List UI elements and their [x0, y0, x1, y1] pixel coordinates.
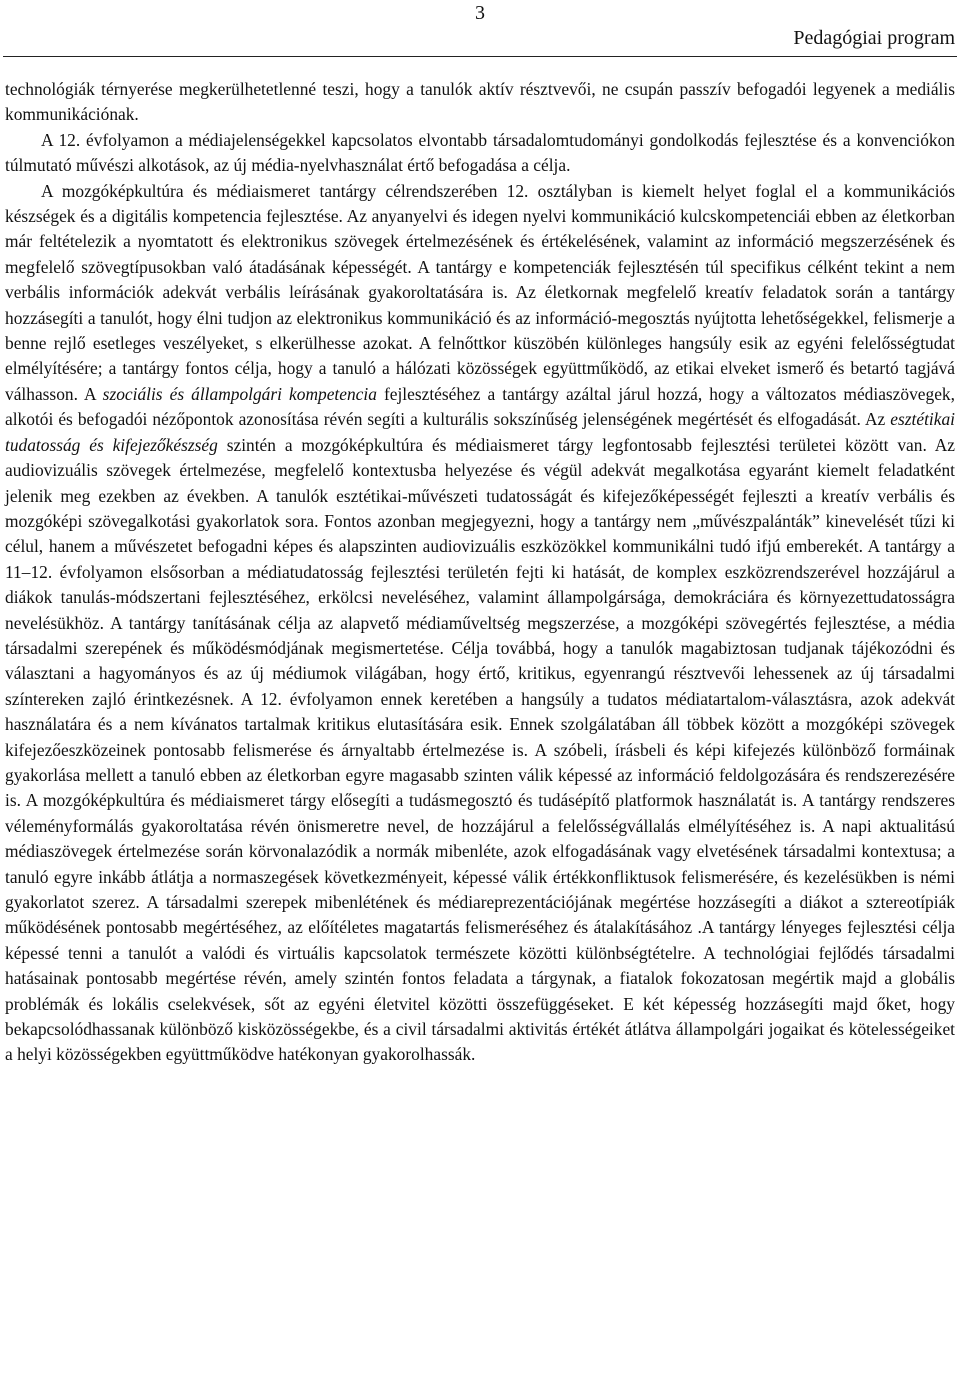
- paragraph-3: [5, 179, 955, 1068]
- page-number: 3: [475, 2, 485, 24]
- document-body: [5, 77, 955, 1068]
- emphasis-aesthetic-awareness: esztétikai tudatosság és kifejezőkészség: [5, 409, 955, 455]
- paragraph-3-text-a: A mozgóképkultúra és médiaismeret tantárgy célrendszerében 12. osztályban is kiemelt helyet foglal el a kommunikációs készségek és a digitális kompetencia fejlesztése. Az anyanyelvi és idegen nyelvi kommunikáció kulcskompetenciái ebben az életkorban már feltételezik a nyomtatott és elektronikus szövegek értelmezésének és értékelésének, valamint az információ megszerzésének és megfelelő szövegtípusokban való átadásának képességét. A tantárgy e kompetenciák fejlesztésén túl specifikus célként tekint a nem verbális információk adekvát verbális leírásának gyakoroltatására is. Az életkornak megfelelő kreatív feladatok során a tantárgy hozzásegíti a tanulót, hogy élni tudjon az elektronikus kommunikáció és az információ-megosztás nyújtotta lehetőségekkel, felismerje a benne rejlő esetleges veszélyeket, s elkerülhesse azokat. A felnőttkor küszöbén különleges hangsúly esik az egyéni felelősségtudat elmélyítésére; a tantárgy fontos célja, hogy a tanuló a hálózati közösségek együttműködő, az etikai elveket ismerő és betartó tagjává válhasson. A: [5, 180, 955, 404]
- paragraph-2: A 12. évfolyamon a médiajelenségekkel kapcsolatos elvontabb társadalomtudományi gondolkodás fejlesztése és a konvenciókon túlmutató művészi alkotások, az új média-nyelvhasználat értő befogadása a célja.: [5, 129, 955, 176]
- paragraph-3-text-c: szintén a mozgóképkultúra és médiaismeret tárgy legfontosabb fejlesztési területei között van. Az audiovizuális szövegek értelmezése, megfelelő kontextusba helyezése és végül adekvát megalkotása egyaránt kiemelt feladatként jelenik meg ezekben az években. A tanulók esztétikai-művészeti tudatosságát és kifejezőképességét fejleszti a kreatív verbális és mozgóképi szövegalkotási gyakorlatok sora. Fontos azonban megjegyezni, hogy a tantárgy nem „művészpalántákˮ kinevelését tűzi ki célul, hanem a művészetet befogadni képes és alapszinten audiovizuális eszközökkel kommunikálni tudó ifjú emberekét. A tantárgy a 11–12. évfolyamon elsősorban a médiatudatosság fejlesztési területén fejti ki hatását, de komplex eszközrendszerével hozzájárul a diákok tanulás-módszertani fejlesztéséhez, erkölcsi neveléséhez, valamint állampolgársága, demokráciára és környezettudatosságra nevelésükhöz. A tantárgy tanításának célja az alapvető médiaműveltség megszerzése, a mozgóképi szövegértés fejlesztése, a média társadalmi szerepének és működésmódjának megismertetése. Célja továbbá, hogy a tanulók magabiztosan tudjanak tájékozódni és választani a hagyományos és az új médiumok világában, hogy értő, kritikus, egyenrangú résztvevői lehessenek az új társadalmi színtereken zajló érintkezésnek. A 12. évfolyamon ennek keretében a hangsúly a tudatos médiatartalom-választásra, azok adekvát használatára és a nem kívánatos tartalmak kritikus elutasítására esik. Ennek szolgálatában áll többek között a mozgóképi szövegek kifejezőeszközeinek pontosabb felismerése és árnyaltabb értelmezése is. A szóbeli, írásbeli és képi kifejezés különböző formáinak gyakorlása mellett a tanuló ebben az életkorban egyre magasabb szinten válik képessé az információ feldolgozására és rendszerezésére is. A mozgóképkultúra és médiaismeret tárgy elősegíti a tudásmegosztó és tudásépítő platformok használatát is. A tantárgy rendszeres véleményformálás gyakoroltatása révén önismeretre nevel, de hozzájárul a felelősségvállalás elmélyítéséhez is. A napi aktualitású médiaszövegek értelmezése során körvonalazódik a normák mibenléte, azok elfogadásának vagy elvetésének társadalmi kontextusa; a tanuló egyre inkább átlátja a normaszegések következményeit, képessé válik értékkonfliktusok felismerésére, és kezelésükben is némi gyakorlatot szerez. A társadalmi szerepek mibenlétének és médiareprezentációjának megértése hozzásegíti a diákot a sztereotípiák működésének pontosabb megértéséhez, az előítéletes magatartás felismeréséhez és átalakításához .A tantárgy lényeges fejlesztési célja képessé tenni a tanulót a valódi és virtuális kapcsolatok természete közötti különbségtételre. A technológiai fejlődés társadalmi hatásainak pontosabb megértése révén, amely szintén fontos feladata a tárgynak, a fiatalok fokozatosan megértik majd a globális problémák és lokális cselekvések, sőt az egyéni életvitel közötti összefüggéseket. E két képesség hozzásegíti majd őket, hogy bekapcsolódhassanak különböző kisközösségekbe, és a civil társadalmi aktivitás értékét átlátva állampolgári jogaikat és kötelességeiket a helyi közösségekben együttműködve hatékonyan gyakorolhassák.: [5, 434, 955, 1065]
- running-header-title: Pedagógiai program: [793, 27, 955, 49]
- paragraph-3-text-b: fejlesztéséhez a tantárgy azáltal járul hozzá, hogy a változatos médiaszövegek, alkotói és befogadói nézőpontok azonosítása révén segíti a kulturális sokszínűség jelenségének megértését és elfogadását. Az: [5, 383, 955, 430]
- emphasis-social-civic-competence: szociális és állampolgári kompetencia: [102, 383, 377, 404]
- header-divider: [3, 56, 957, 57]
- paragraph-1: technológiák térnyerése megkerülhetetlenné teszi, hogy a tanulók aktív résztvevői, ne csupán passzív befogadói legyenek a mediális kommunikációnak.: [5, 79, 955, 125]
